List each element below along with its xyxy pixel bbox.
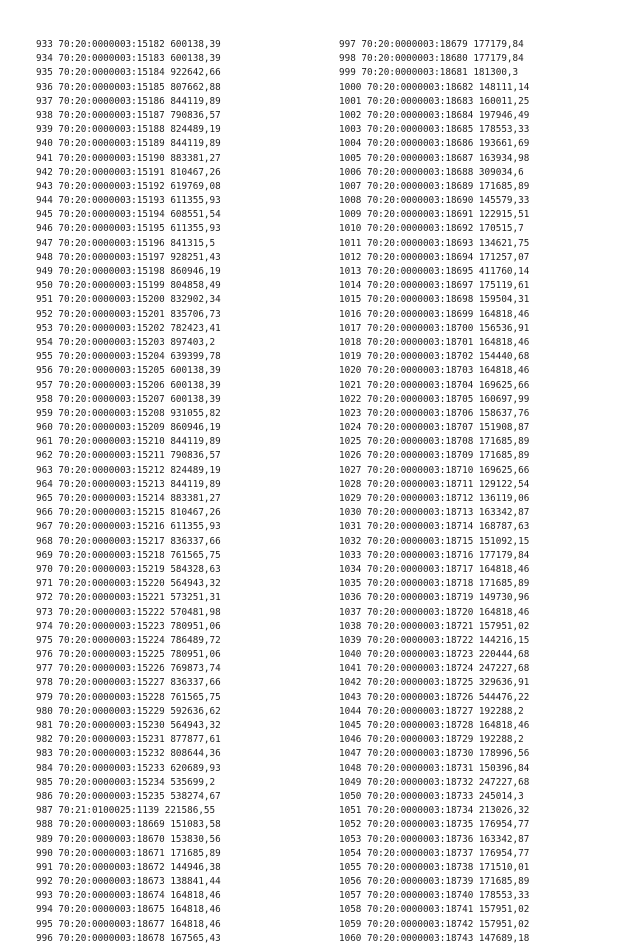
record-line: 965 70:20:0000003:15214 883381,27 (36, 493, 221, 504)
record-line: 951 70:20:0000003:15200 832902,34 (36, 294, 221, 306)
record-line: 954 70:20:0000003:15203 897403,2 (36, 336, 216, 348)
record-line: 986 70:20:0000003:15235 538274,67 (36, 790, 221, 802)
record-line: 934 70:20:0000003:15183 600138,39 (36, 53, 221, 65)
record-line: 1041 70:20:0000003:18724 247227,68 (339, 663, 530, 675)
record-line: 1002 70:20:0000003:18684 197946,49 (339, 109, 530, 121)
record-line: 953 70:20:0000003:15202 782423,41 (36, 322, 221, 334)
record-line: 1003 70:20:0000003:18685 178553,33 (339, 124, 530, 136)
record-line: 940 70:20:0000003:15189 844119,89 (36, 138, 221, 150)
record-line: 1037 70:20:0000003:18720 164818,46 (339, 606, 530, 618)
record-line: 1018 70:20:0000003:18701 164818,46 (339, 336, 530, 348)
record-line: 1039 70:20:0000003:18722 144216,15 (339, 634, 530, 646)
record-line: 1057 70:20:0000003:18740 178553,33 (339, 890, 530, 902)
record-line: 939 70:20:0000003:15188 824489,19 (36, 124, 221, 136)
record-line: 1053 70:20:0000003:18736 163342,87 (339, 833, 530, 845)
record-line: 988 70:20:0000003:18669 151083,58 (36, 819, 221, 831)
record-line: 1054 70:20:0000003:18737 176954,77 (339, 847, 530, 859)
record-line: 1060 70:20:0000003:18743 147689,18 (339, 932, 530, 944)
record-line: 966 70:20:0000003:15215 810467,26 (36, 507, 221, 519)
record-line: 1042 70:20:0000003:18725 329636,91 (339, 677, 530, 689)
record-line: 958 70:20:0000003:15207 600138,39 (36, 393, 221, 405)
record-line: 975 70:20:0000003:15224 786489,72 (36, 634, 221, 646)
record-line: 981 70:20:0000003:15230 564943,32 (36, 720, 221, 731)
record-line: 941 70:20:0000003:15190 883381,27 (36, 152, 221, 164)
record-line: 1021 70:20:0000003:18704 169625,66 (339, 379, 530, 391)
record-line: 933 70:20:0000003:15182 600138,39 (36, 39, 221, 50)
record-line: 1031 70:20:0000003:18714 168787,63 (339, 521, 530, 533)
record-line: 1000 70:20:0000003:18682 148111,14 (339, 81, 530, 93)
record-line: 1020 70:20:0000003:18703 164818,46 (339, 365, 530, 377)
record-line: 969 70:20:0000003:15218 761565,75 (36, 549, 221, 561)
record-line: 1010 70:20:0000003:18692 170515,7 (339, 223, 524, 235)
record-line: 1029 70:20:0000003:18712 136119,06 (339, 493, 530, 504)
record-line: 1035 70:20:0000003:18718 171685,89 (339, 578, 530, 590)
record-line: 1009 70:20:0000003:18691 122915,51 (339, 209, 530, 221)
record-line: 1004 70:20:0000003:18686 193661,69 (339, 138, 530, 150)
record-line: 949 70:20:0000003:15198 860946,19 (36, 266, 221, 277)
record-line: 1047 70:20:0000003:18730 178996,56 (339, 748, 530, 760)
record-line: 987 70:21:0100025:1139 221586,55 (36, 805, 216, 817)
record-line: 1027 70:20:0000003:18710 169625,66 (339, 464, 530, 476)
record-line: 1016 70:20:0000003:18699 164818,46 (339, 308, 530, 320)
record-line: 955 70:20:0000003:15204 639399,78 (36, 351, 221, 363)
record-line: 964 70:20:0000003:15213 844119,89 (36, 478, 221, 490)
record-line: 943 70:20:0000003:15192 619769,08 (36, 180, 221, 192)
record-line: 1045 70:20:0000003:18728 164818,46 (339, 720, 530, 731)
record-line: 970 70:20:0000003:15219 584328,63 (36, 563, 221, 575)
record-line: 972 70:20:0000003:15221 573251,31 (36, 592, 221, 604)
record-line: 1055 70:20:0000003:18738 171510,01 (339, 861, 530, 873)
record-line: 1049 70:20:0000003:18732 247227,68 (339, 776, 530, 788)
record-line: 1014 70:20:0000003:18697 175119,61 (339, 280, 530, 292)
record-line: 1033 70:20:0000003:18716 177179,84 (339, 549, 530, 561)
record-line: 1043 70:20:0000003:18726 544476,22 (339, 691, 530, 703)
record-line: 1026 70:20:0000003:18709 171685,89 (339, 450, 530, 462)
record-line: 998 70:20:0000003:18680 177179,84 (339, 53, 524, 65)
right-column (339, 38, 529, 946)
record-line: 950 70:20:0000003:15199 804858,49 (36, 280, 221, 292)
record-line: 980 70:20:0000003:15229 592636,62 (36, 705, 221, 717)
record-line: 1038 70:20:0000003:18721 157951,02 (339, 620, 530, 632)
record-line: 1015 70:20:0000003:18698 159504,31 (339, 294, 530, 306)
record-line: 984 70:20:0000003:15233 620689,93 (36, 762, 221, 774)
record-line: 991 70:20:0000003:18672 144946,38 (36, 861, 221, 873)
record-line: 937 70:20:0000003:15186 844119,89 (36, 95, 221, 107)
record-line: 935 70:20:0000003:15184 922642,66 (36, 67, 221, 79)
record-line: 1001 70:20:0000003:18683 160011,25 (339, 95, 530, 107)
record-line: 1013 70:20:0000003:18695 411760,14 (339, 266, 530, 277)
record-line: 985 70:20:0000003:15234 535699,2 (36, 776, 216, 788)
record-line: 976 70:20:0000003:15225 780951,06 (36, 649, 221, 661)
record-line: 960 70:20:0000003:15209 860946,19 (36, 422, 221, 434)
record-line: 1030 70:20:0000003:18713 163342,87 (339, 507, 530, 519)
record-line: 938 70:20:0000003:15187 790836,57 (36, 109, 221, 121)
record-line: 1046 70:20:0000003:18729 192288,2 (339, 734, 524, 746)
record-line: 957 70:20:0000003:15206 600138,39 (36, 379, 221, 391)
record-line: 1008 70:20:0000003:18690 145579,33 (339, 195, 530, 207)
record-line: 996 70:20:0000003:18678 167565,43 (36, 932, 221, 944)
record-line: 1028 70:20:0000003:18711 129122,54 (339, 478, 530, 490)
record-line: 956 70:20:0000003:15205 600138,39 (36, 365, 221, 377)
record-line: 968 70:20:0000003:15217 836337,66 (36, 535, 221, 547)
record-line: 971 70:20:0000003:15220 564943,32 (36, 578, 221, 590)
record-line: 1024 70:20:0000003:18707 151908,87 (339, 422, 530, 434)
record-line: 1019 70:20:0000003:18702 154440,68 (339, 351, 530, 363)
record-line: 1023 70:20:0000003:18706 158637,76 (339, 407, 530, 419)
record-line: 1056 70:20:0000003:18739 171685,89 (339, 876, 530, 888)
record-line: 1044 70:20:0000003:18727 192288,2 (339, 705, 524, 717)
record-line: 997 70:20:0000003:18679 177179,84 (339, 39, 524, 50)
record-line: 983 70:20:0000003:15232 808644,36 (36, 748, 221, 760)
record-line: 1059 70:20:0000003:18742 157951,02 (339, 918, 530, 930)
record-line: 989 70:20:0000003:18670 153830,56 (36, 833, 221, 845)
record-line: 961 70:20:0000003:15210 844119,89 (36, 436, 221, 448)
record-line: 946 70:20:0000003:15195 611355,93 (36, 223, 221, 235)
record-line: 1017 70:20:0000003:18700 156536,91 (339, 322, 530, 334)
record-line: 944 70:20:0000003:15193 611355,93 (36, 195, 221, 207)
record-line: 994 70:20:0000003:18675 164818,46 (36, 904, 221, 916)
record-line: 963 70:20:0000003:15212 824489,19 (36, 464, 221, 476)
record-line: 1012 70:20:0000003:18694 171257,07 (339, 251, 530, 263)
record-line: 959 70:20:0000003:15208 931055,82 (36, 407, 221, 419)
record-line: 1032 70:20:0000003:18715 151092,15 (339, 535, 530, 547)
record-line: 995 70:20:0000003:18677 164818,46 (36, 918, 221, 930)
record-line: 1005 70:20:0000003:18687 163934,98 (339, 152, 530, 164)
record-line: 992 70:20:0000003:18673 138841,44 (36, 876, 221, 888)
record-line: 993 70:20:0000003:18674 164818,46 (36, 890, 221, 902)
record-line: 990 70:20:0000003:18671 171685,89 (36, 847, 221, 859)
record-line: 1034 70:20:0000003:18717 164818,46 (339, 563, 530, 575)
record-line: 1007 70:20:0000003:18689 171685,89 (339, 180, 530, 192)
record-line: 979 70:20:0000003:15228 761565,75 (36, 691, 221, 703)
record-line: 1006 70:20:0000003:18688 309034,6 (339, 166, 524, 178)
left-column (36, 38, 221, 946)
record-line: 1058 70:20:0000003:18741 157951,02 (339, 904, 530, 916)
record-line: 1025 70:20:0000003:18708 171685,89 (339, 436, 530, 448)
record-line: 977 70:20:0000003:15226 769873,74 (36, 663, 221, 675)
record-line: 945 70:20:0000003:15194 608551,54 (36, 209, 221, 221)
record-line: 978 70:20:0000003:15227 836337,66 (36, 677, 221, 689)
record-line: 1052 70:20:0000003:18735 176954,77 (339, 819, 530, 831)
record-line: 1050 70:20:0000003:18733 245014,3 (339, 790, 524, 802)
record-line: 952 70:20:0000003:15201 835706,73 (36, 308, 221, 320)
record-line: 973 70:20:0000003:15222 570481,98 (36, 606, 221, 618)
record-line: 948 70:20:0000003:15197 928251,43 (36, 251, 221, 263)
record-line: 1011 70:20:0000003:18693 134621,75 (339, 237, 530, 249)
record-line: 936 70:20:0000003:15185 807662,88 (36, 81, 221, 93)
record-line: 1051 70:20:0000003:18734 213026,32 (339, 805, 530, 817)
record-line: 982 70:20:0000003:15231 877877,61 (36, 734, 221, 746)
record-line: 1036 70:20:0000003:18719 149730,96 (339, 592, 530, 604)
record-line: 967 70:20:0000003:15216 611355,93 (36, 521, 221, 533)
record-line: 1048 70:20:0000003:18731 150396,84 (339, 762, 530, 774)
record-line: 1022 70:20:0000003:18705 160697,99 (339, 393, 530, 405)
record-line: 1040 70:20:0000003:18723 220444,68 (339, 649, 530, 661)
record-line: 947 70:20:0000003:15196 841315,5 (36, 237, 216, 249)
record-line: 999 70:20:0000003:18681 181300,3 (339, 67, 519, 79)
record-line: 942 70:20:0000003:15191 810467,26 (36, 166, 221, 178)
record-line: 974 70:20:0000003:15223 780951,06 (36, 620, 221, 632)
record-line: 962 70:20:0000003:15211 790836,57 (36, 450, 221, 462)
